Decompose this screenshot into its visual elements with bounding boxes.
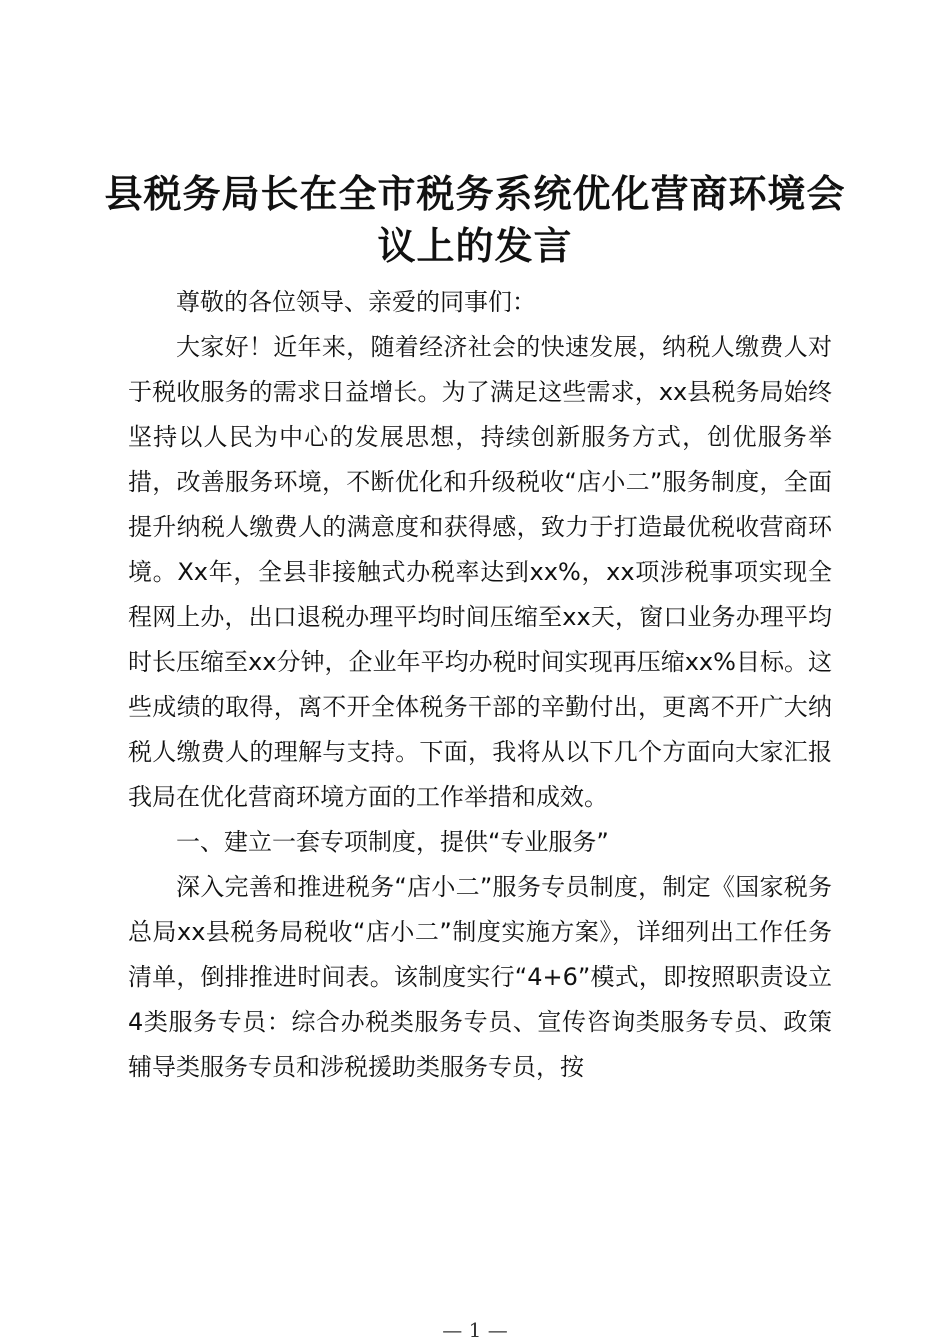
greeting: 尊敬的各位领导、亲爱的同事们： [176, 288, 536, 316]
intro-paragraph: 大家好！近年来，随着经济社会的快速发展，纳税人缴费人对于税收服务的需求日益增长。为了满足这些需求，xx县税务局始终坚持以人民为中心的发展思想，持续创新服务方式，创优服务举措，改善服务环境，不断优化和升级税收“店小二”服务制度，全面提升纳税人缴费人的满意度和获得感，致力于打造最优税收营商环境。Xx年，全县非接触式办税率达到xx%，xx项涉税事项实现全程网上办，出口退税办理平均时间压缩至xx天，窗口业务办理平均时长压缩至xx分钟，企业年平均办税时间实现再压缩xx%目标。这些成绩的取得，离不开全体税务干部的辛勤付出，更离不开广大纳税人缴费人的理解与支持。下面，我将从以下几个方面向大家汇报我局在优化营商环境方面的工作举措和成效。 [128, 333, 832, 811]
document-title: 县税务局长在全市税务系统优化营商环境会议上的发言 [104, 171, 846, 268]
section-heading: 一、建立一套专项制度，提供“专业服务” [176, 828, 609, 856]
page-number: — 1 — [442, 1318, 508, 1342]
section-paragraph: 深入完善和推进税务“店小二”服务专员制度，制定《国家税务总局xx县税务局税收“店小二”制度实施方案》，详细列出工作任务清单，倒排推进时间表。该制度实行“4+6”模式，即按照职责设立4类服务专员：综合办税类服务专员、宣传咨询类服务专员、政策辅导类服务专员和涉税援助类服务专员，按 [128, 873, 832, 1081]
document-body [128, 280, 832, 1090]
